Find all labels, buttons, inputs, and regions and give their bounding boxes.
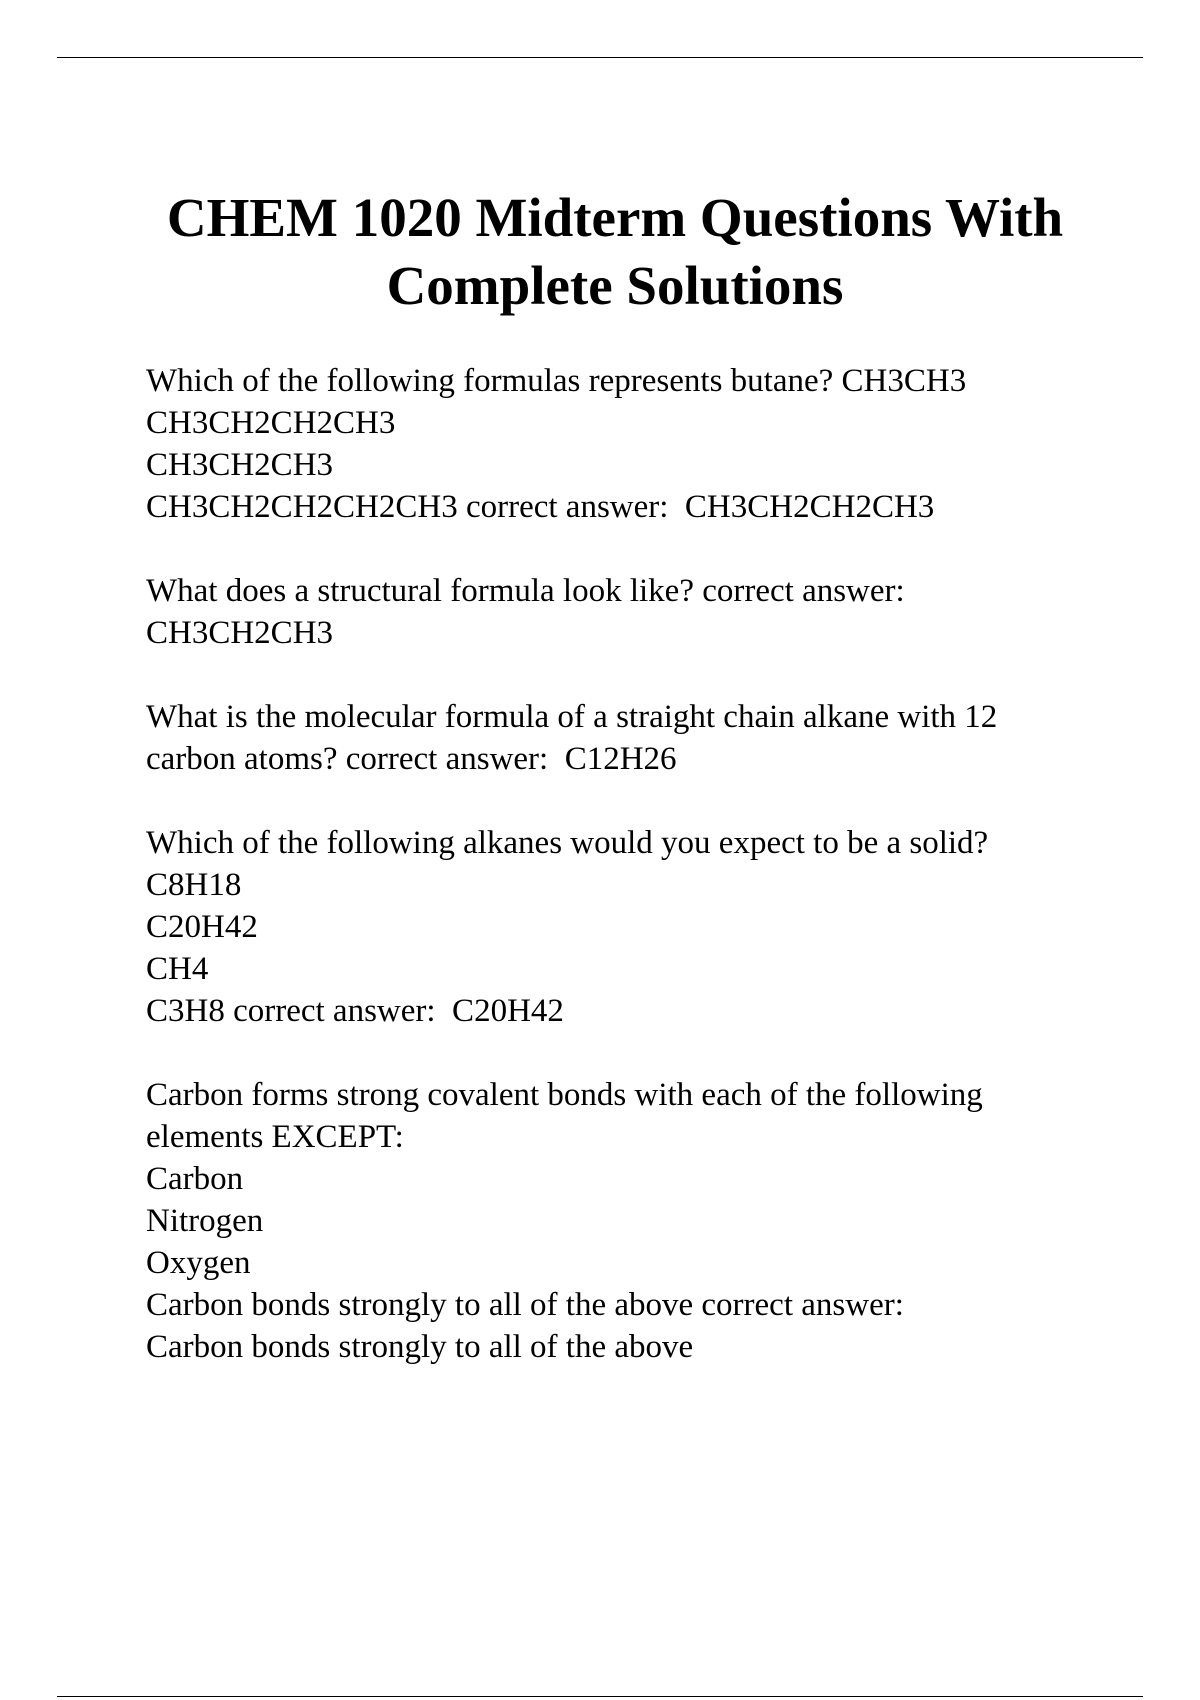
title-line-2: Complete Solutions [386,255,844,316]
question-line: C20H42 [146,909,258,945]
question-block-4 [146,822,1146,1032]
question-line: CH3CH2CH3 [146,447,334,483]
question-line: CH3CH2CH2CH2CH3 correct answer: CH3CH2CH2CH3 [146,489,935,525]
footer-rule [57,1696,1143,1697]
question-line: CH3CH2CH3 [146,615,334,651]
question-list [146,360,1146,1410]
question-block-5 [146,1074,1146,1368]
header-rule [57,57,1143,58]
question-line: Carbon bonds strongly to all of the above correct answer: [146,1287,904,1323]
question-line: Which of the following formulas represents butane? CH3CH3 [146,363,967,399]
question-block-3 [146,696,1146,780]
question-line: Oxygen [146,1245,251,1281]
question-line: Carbon forms strong covalent bonds with each of the following [146,1077,983,1113]
question-line: elements EXCEPT: [146,1119,404,1155]
question-line: Carbon bonds strongly to all of the above [146,1329,694,1365]
question-line: CH3CH2CH2CH3 [146,405,396,441]
question-line: Which of the following alkanes would you expect to be a solid? [146,825,989,861]
question-line: What is the molecular formula of a straight chain alkane with 12 [146,699,998,735]
question-line: C8H18 [146,867,242,903]
title-line-1: CHEM 1020 Midterm Questions With [166,187,1064,248]
question-line: Nitrogen [146,1203,264,1239]
document-title [120,184,1110,320]
question-line: CH4 [146,951,209,987]
question-line: C3H8 correct answer: C20H42 [146,993,564,1029]
question-block-2 [146,570,1146,654]
question-block-1 [146,360,1146,528]
question-line: What does a structural formula look like? correct answer: [146,573,905,609]
question-line: Carbon [146,1161,244,1197]
question-line: carbon atoms? correct answer: C12H26 [146,741,677,777]
